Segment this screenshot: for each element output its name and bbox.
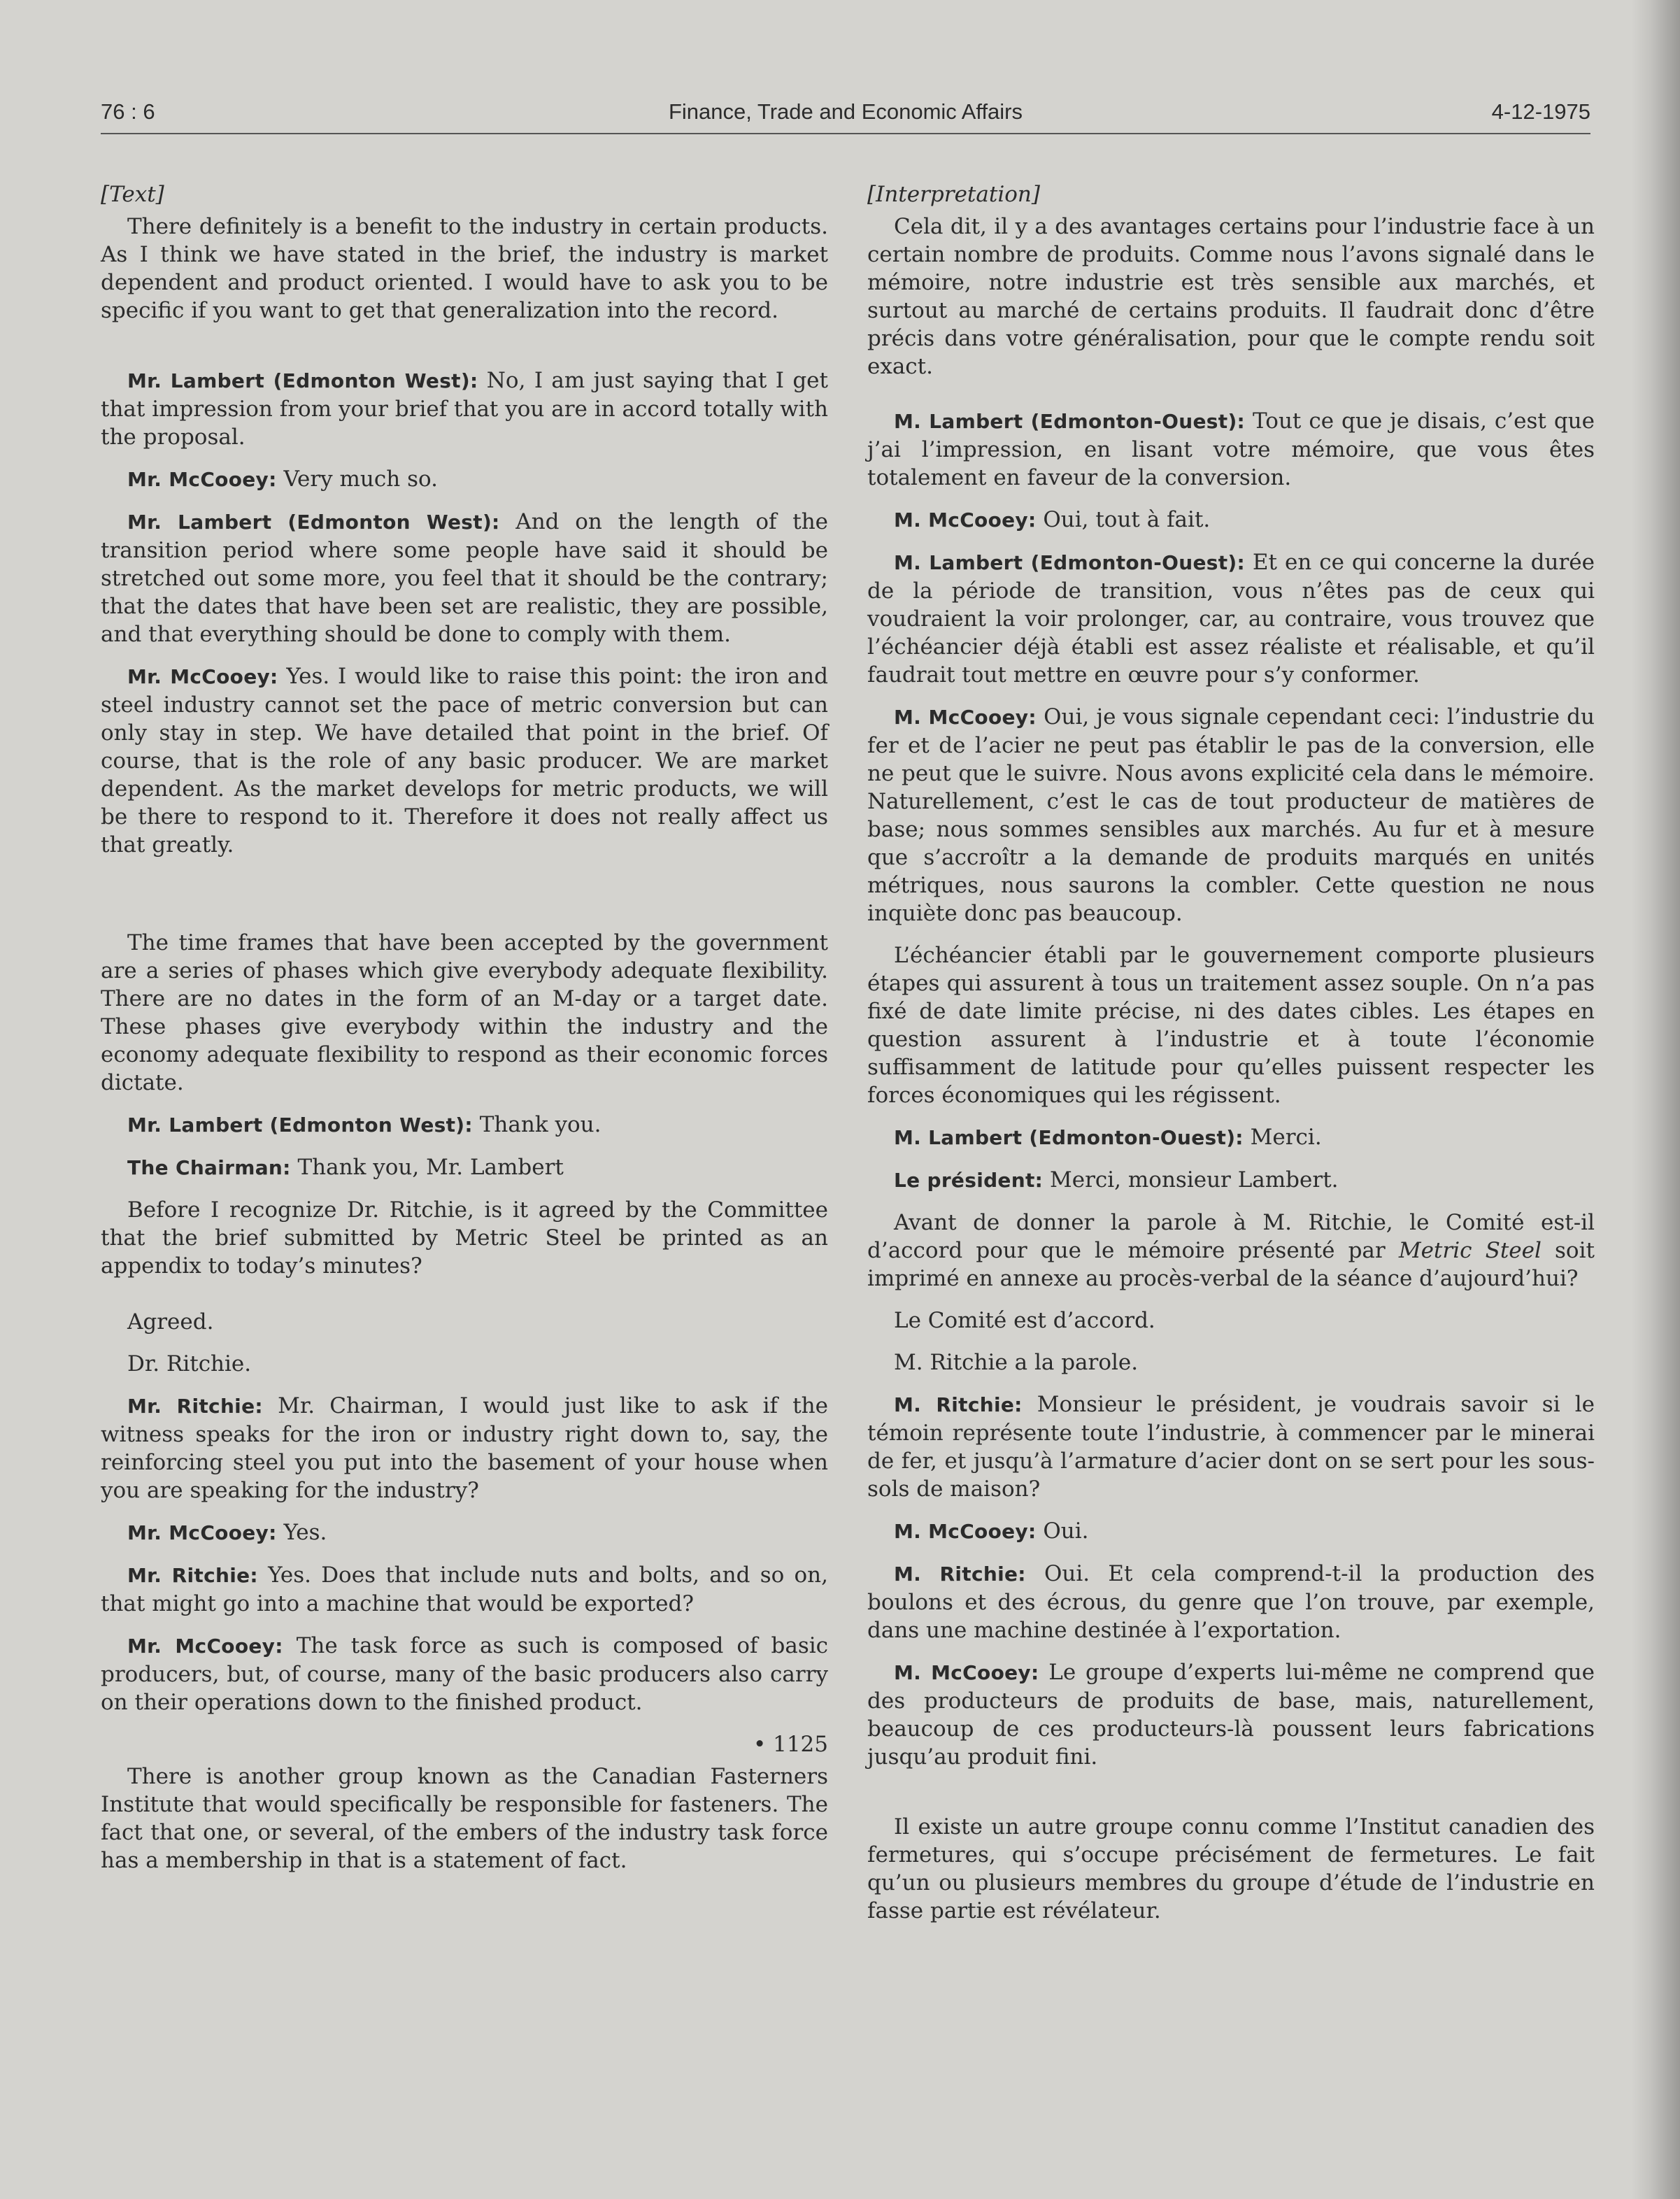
paragraph: M. Ritchie a la parole. [894,1350,1139,1375]
speaker-name: Mr. McCooey: [127,665,278,688]
speaker-name: Mr. McCooey: [127,468,277,491]
interpretation-tag: [Interpretation] [867,182,1040,207]
paragraph: Before I recognize Dr. Ritchie, is it agreed by the Committee that the brief submitted by Metric Steel be printed as an appendix to today’s minutes? [101,1197,828,1279]
speaker-name: M. Ritchie: [894,1563,1026,1586]
speech-text: Tout ce que je disais, c’est que j’ai l’impression, en lisant votre mémoire, que vous êtes totalement en faveur de la conversion. [867,408,1595,490]
speaker-name: The Chairman: [127,1156,291,1179]
speaker-name: M. McCooey: [894,1520,1037,1543]
speech-text: Oui. Et cela comprend-t-il la production des boulons et des écrous, du genre que l’on trouve, par exemple, dans une machine destinée à l’exportation. [867,1561,1595,1643]
speech [867,548,1595,689]
paragraph: Cela dit, il y a des avantages certains pour l’industrie face à un certain nombre de produits. Comme nous l’avons signalé dans le mémoire, notre industrie est très sensible aux marchés, et surtout au marché de certains produits. Il faudrait donc d’être précis dans votre généralisation, pour que le compte rendu soit exact. [867,214,1595,379]
speech-text: Merci, monsieur Lambert. [1043,1167,1339,1193]
speech-text: Thank you. [472,1112,601,1137]
speech-text: Monsieur le président, je voudrais savoir si le témoin représente toute l’industrie, à commencer par le minerai de fer, et jusqu’à l’armature d’acier dont on se sert pour les sous-sols de maison? [867,1392,1595,1502]
speech-text: Oui. [1036,1518,1089,1544]
speaker-name: Mr. Ritchie: [127,1564,258,1587]
speaker-name: M. Ritchie: [894,1393,1023,1416]
speech [101,1561,828,1618]
french-column [867,180,1595,1939]
speaker-name: M. McCooey: [894,508,1037,532]
speaker-name: M. Lambert (Edmonton-Ouest): [894,1126,1244,1149]
speech [867,1166,1595,1195]
page-header [101,99,1590,134]
speech-text: Et en ce qui concerne la durée de la période de transition, vous n’êtes pas de ceux qui voudraient la voir prolonger, car, au contraire, vous trouvez que l’échéancier déjà établi est assez réaliste et réalisable, et qu’il faudrait tout mettre en œuvre pour s’y conformer. [867,550,1595,688]
speech-text: Oui, tout à fait. [1036,507,1211,532]
paragraph-text: Avant de donner la parole à M. Ritchie, le Comité est-il d’accord pour que le mémoire présenté par [867,1210,1595,1263]
speech [867,1390,1595,1503]
speech [867,1123,1595,1152]
speech [101,1518,828,1547]
speaker-name: Mr. McCooey: [127,1521,277,1544]
speech-text: Yes. I would like to raise this point: the iron and steel industry cannot set the pace of metric conversion but can only stay in step. We have detailed that point in the brief. Of course, that is the role of any basic producer. We are market dependent. As the market develops for metric products, we will be there to respond to it. Therefore it does not really affect us that greatly. [101,664,828,857]
speech [867,703,1595,927]
speaker-name: Mr. Lambert (Edmonton West): [127,369,478,392]
paragraph: L’échéancier établi par le gouvernement comporte plusieurs étapes qui assurent à tous un traitement assez souple. On n’a pas fixé de date limite précise, ni des dates cibles. Les étapes en question assurent à l’industrie et à toute l’économie suffisamment de latitude pour qu’elles puissent respecter les forces économiques qui les régissent. [867,943,1595,1108]
speaker-name: M. Lambert (Edmonton-Ouest): [894,410,1246,433]
time-marker: • 1125 [753,1732,828,1757]
company-name: Metric Steel [1398,1238,1542,1263]
speech-text: Yes. Does that include nuts and bolts, and so on, that might go into a machine that would be exported? [101,1563,828,1616]
speaker-name: Mr. Ritchie: [127,1395,263,1418]
speech [867,1658,1595,1771]
paragraph: Agreed. [127,1309,214,1335]
text-tag: [Text] [101,182,164,207]
speaker-name: M. Lambert (Edmonton-Ouest): [894,551,1245,574]
speech [867,407,1595,492]
speech-text: The task force as such is composed of basic producers, but, of course, many of the basic producers also carry on their operations down to the finished product. [101,1633,829,1715]
speech [101,662,828,859]
speaker-name: Le président: [894,1169,1044,1192]
speaker-name: M. McCooey: [894,1661,1039,1684]
paragraph: Le Comité est d’accord. [894,1308,1155,1333]
paragraph [867,1209,1595,1293]
speech [867,1517,1595,1546]
speech [101,1111,828,1139]
page-number: 76 : 6 [101,99,155,124]
speech [867,506,1595,534]
speech-text: Le groupe d’experts lui-même ne comprend que des producteurs de produits de base, mais, naturellement, beaucoup de ces producteurs-là poussent leurs fabrications jusqu’au produit fini. [867,1660,1595,1770]
paragraph: There is another group known as the Canadian Fasterners Institute that would specifically be responsible for fasteners. The fact that one, or several, of the embers of the industry task force has a membership in that is a statement of fact. [101,1764,828,1873]
speech [101,508,828,648]
speech [867,1560,1595,1644]
speech [101,366,828,451]
header-date: 4-12-1975 [1491,99,1590,124]
speech [101,1392,828,1504]
speech-text: Merci. [1243,1125,1322,1150]
speech-text: Yes. [276,1520,327,1545]
paragraph: Dr. Ritchie. [127,1351,252,1376]
speech-text: Oui, je vous signale cependant ceci: l’industrie du fer et de l’acier ne peut pas établir le pas de la conversion, elle ne peut que le suivre. Nous avons explicité cela dans le mémoire. Naturellement, c’est le cas de tout producteur de matières de base; nous sommes sensibles aux marchés. Au fur et à mesure que s’accroîtr a la demande de produits marqués en unités métriques, nous saurons la combler. Cette question ne nous inquiète donc pas beaucoup. [867,704,1595,926]
speech-text: Thank you, Mr. Lambert [290,1155,564,1180]
header-title: Finance, Trade and Economic Affairs [668,99,1023,124]
paragraph-text: soit imprimé en annexe au procès-verbal de la séance d’aujourd’hui? [867,1238,1595,1291]
speech-text: Mr. Chairman, I would just like to ask if the witness speaks for the iron or industry right down to, say, the reinforcing steel you put into the basement of your house when you are speaking for the industry? [101,1393,828,1503]
speaker-name: Mr. McCooey: [127,1635,283,1658]
speaker-name: M. McCooey: [894,706,1037,729]
speaker-name: Mr. Lambert (Edmonton West): [127,1113,473,1137]
english-column [101,180,828,1888]
paragraph: Il existe un autre groupe connu comme l’Institut canadien des fermetures, qui s’occupe précisément de fermetures. Le fait qu’un ou plusieurs membres du groupe d’étude de l’industrie en fasse partie est révélateur. [867,1814,1595,1923]
speech [101,1153,828,1182]
speech-text: And on the length of the transition period where some people have said it should be stretched out some more, you feel that it should be the contrary; that the dates that have been set are realistic, they are possible, and that everything should be done to comply with them. [101,509,829,647]
paragraph: There definitely is a benefit to the industry in certain products. As I think we have stated in the brief, the industry is market dependent and product oriented. I would have to ask you to be specific if you want to get that generalization into the record. [101,214,828,323]
speech [101,1632,828,1716]
speech-text: No, I am just saying that I get that impression from your brief that you are in accord totally with the proposal. [101,368,828,450]
paragraph: The time frames that have been accepted by the government are a series of phases which give everybody adequate flexibility. There are no dates in the form of an M-day or a target date. These phases give everybody within the industry and the economy adequate flexibility to respond as their economic forces dictate. [101,930,828,1095]
speech-text: Very much so. [276,467,438,492]
speech [101,465,828,494]
speaker-name: Mr. Lambert (Edmonton West): [127,511,500,534]
page-edge-shadow [1631,0,1680,2199]
